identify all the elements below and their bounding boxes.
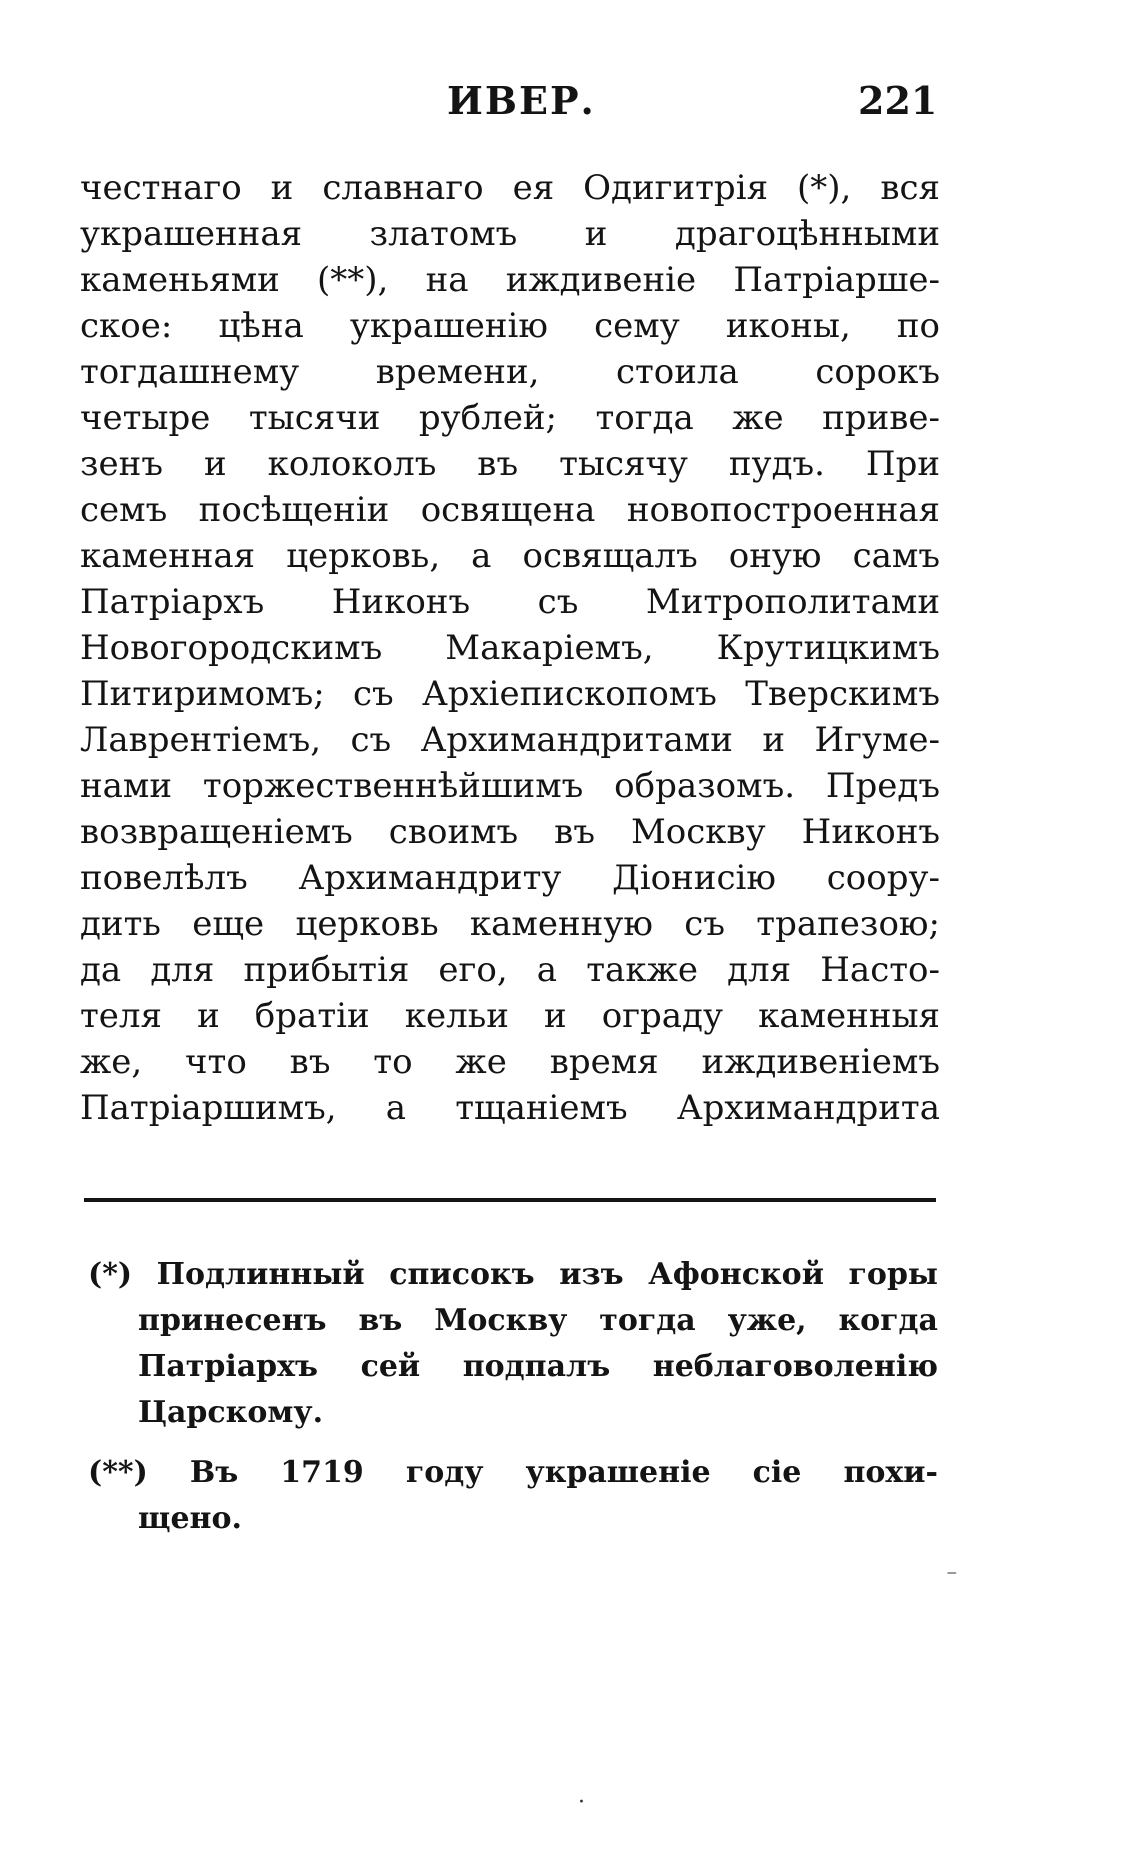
running-head bbox=[0, 78, 1140, 138]
footnote-line: Царскому. bbox=[138, 1395, 324, 1430]
footnote-2 bbox=[88, 1450, 938, 1542]
text-line: семъ посѣщеніи освящена новопостроенная bbox=[80, 490, 940, 530]
footnote-line: принесенъ въ Москву тогда уже, когда bbox=[138, 1303, 938, 1338]
text-line: тогдашнему времени, стоила сорокъ bbox=[80, 352, 940, 392]
footnote-separator-rule bbox=[84, 1198, 936, 1202]
footnote-line: щено. bbox=[138, 1501, 242, 1536]
text-line: зенъ и колоколъ въ тысячу пудъ. При bbox=[80, 444, 940, 484]
body-text bbox=[80, 165, 940, 1131]
page-number: 221 bbox=[858, 78, 938, 123]
footnotes bbox=[88, 1252, 938, 1542]
text-line: ское: цѣна украшенію сему иконы, по bbox=[80, 306, 940, 346]
text-line: Лаврентіемъ, съ Архимандритами и Игуме- bbox=[80, 720, 940, 760]
text-line: каменьями (**), на иждивеніе Патріарше- bbox=[80, 260, 940, 300]
text-line: Новогородскимъ Макаріемъ, Крутицкимъ bbox=[80, 628, 940, 668]
text-line: честнаго и славнаго ея Одигитрія (*), вся bbox=[80, 168, 940, 208]
text-line: теля и братіи кельи и ограду каменныя bbox=[80, 996, 940, 1036]
text-line: четыре тысячи рублей; тогда же приве- bbox=[80, 398, 940, 438]
text-line: Патріаршимъ, а тщаніемъ Архимандрита bbox=[80, 1088, 940, 1128]
text-line: возвращеніемъ своимъ въ Москву Никонъ bbox=[80, 812, 940, 852]
text-line: каменная церковь, а освящалъ оную самъ bbox=[80, 536, 940, 576]
footnote-1 bbox=[88, 1252, 938, 1436]
text-line: Питиримомъ; съ Архіепископомъ Тверскимъ bbox=[80, 674, 940, 714]
text-line: же, что въ то же время иждивеніемъ bbox=[80, 1042, 940, 1082]
text-line: дить еще церковь каменную съ трапезою; bbox=[80, 904, 940, 944]
text-line: да для прибытія его, а также для Насто- bbox=[80, 950, 940, 990]
footnote-line: (**) Въ 1719 году украшеніе сіе похи- bbox=[88, 1455, 938, 1490]
text-line: украшенная златомъ и драгоцѣнными bbox=[80, 214, 940, 254]
print-speck: · bbox=[578, 1790, 585, 1815]
print-speck: ⁻ bbox=[946, 1565, 958, 1590]
footnote-line: Патріархъ сей подпалъ неблаговоленію bbox=[138, 1349, 938, 1384]
running-title: ИВЕР. bbox=[447, 78, 596, 123]
footnote-line: (*) Подлинный списокъ изъ Афонской горы bbox=[88, 1257, 938, 1292]
text-line: нами торжественнѣйшимъ образомъ. Предъ bbox=[80, 766, 940, 806]
text-line: повелѣлъ Архимандриту Діонисію соору- bbox=[80, 858, 940, 898]
footnote-gap bbox=[88, 1436, 938, 1450]
text-line: Патріархъ Никонъ съ Митрополитами bbox=[80, 582, 940, 622]
